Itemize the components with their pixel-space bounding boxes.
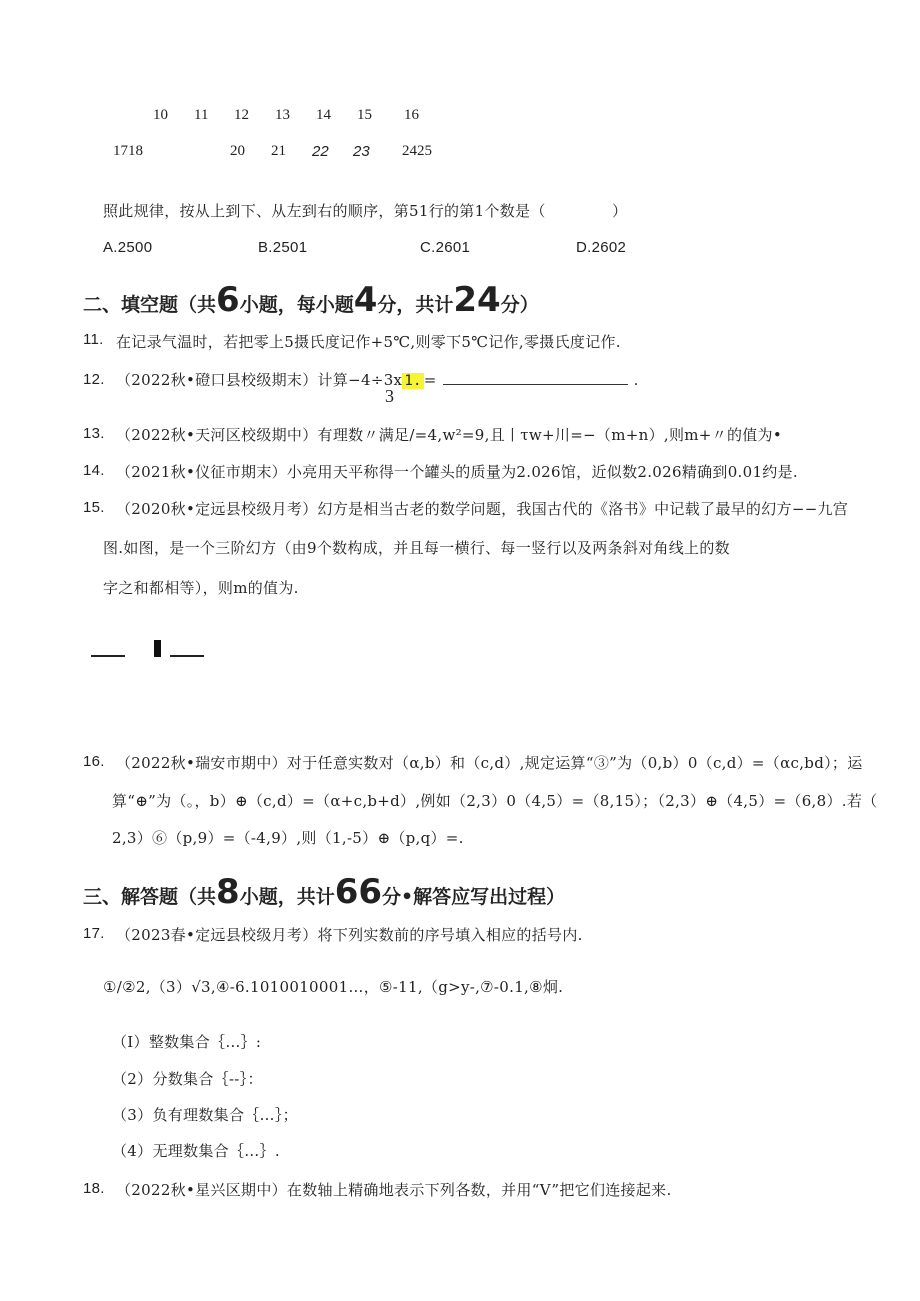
- q12-number: 12.: [83, 371, 105, 388]
- q17-part-1: （I）整数集合｛…｝:: [112, 1033, 262, 1051]
- q17-part-4: （4）无理数集合｛…｝.: [112, 1142, 280, 1160]
- row1-num: 10: [153, 107, 168, 123]
- q17-part-2: （2）分数集合｛--｝：: [112, 1070, 263, 1088]
- q10-option-a: A.2500: [103, 239, 153, 256]
- q15-number: 15.: [83, 499, 105, 516]
- q12-highlight: 1.: [404, 373, 422, 389]
- q14-number: 14.: [83, 462, 105, 479]
- sec2-part: 小题，每小题: [239, 294, 354, 316]
- sec3-count: 8: [216, 872, 240, 912]
- row1-num: 13: [275, 107, 290, 123]
- q16-line-1: （2022秋•瑞安市期中）对于任意实数对（α,b）和（c,d）,规定运算“③”为（0,b）0（c,d）=（αc,bd）；运: [116, 754, 863, 772]
- q12-equals: =: [423, 371, 437, 389]
- q17-part-3: （3）负有理数集合｛…｝；: [112, 1106, 298, 1124]
- row2-num: 20: [230, 143, 245, 159]
- figure-line: [91, 655, 125, 657]
- row2-num: 2425: [402, 143, 432, 159]
- row1-num: 12: [234, 107, 249, 123]
- q16-line-3: 2,3）⑥（p,9）=（-4,9）,则（1,-5）⊕（p,q）=.: [112, 829, 464, 847]
- figure-bar: [154, 640, 161, 657]
- q10-close-paren: ）: [612, 202, 628, 220]
- q15-line-2: 图.如图，是一个三阶幻方（由9个数构成，并且每一横行、每一竖行以及两条斜对角线上的数: [103, 539, 730, 557]
- q12-text: （2022秋•磴口县校级期末）计算−4÷3x: [116, 371, 403, 389]
- q18-text: （2022秋•星兴区期中）在数轴上精确地表示下列各数，并用“V”把它们连接起来.: [116, 1181, 672, 1199]
- q10-option-c: C.2601: [420, 239, 471, 256]
- row2-num: 22: [312, 143, 329, 160]
- q13-number: 13.: [83, 425, 105, 442]
- sec2-part: 二、填空题（共: [83, 294, 217, 316]
- q12-denominator: 3: [385, 386, 394, 406]
- row1-num: 14: [316, 107, 331, 123]
- sec2-points: 4: [353, 280, 378, 320]
- sec3-total: 66: [334, 872, 383, 912]
- sec3-part: 小题，共计: [239, 886, 335, 908]
- q16-number: 16.: [83, 753, 105, 770]
- q10-option-b: B.2501: [258, 239, 308, 256]
- row2-num: 1718: [113, 143, 143, 159]
- q10-question: 照此规律，按从上到下、从左到右的顺序，第51行的第1个数是（: [103, 202, 546, 220]
- q14-text: （2021秋•仪征市期末）小亮用天平称得一个罐头的质量为2.026馆，近似数2.026精确到0.01约是.: [116, 463, 798, 481]
- q10-option-d: D.2602: [576, 239, 627, 256]
- sec2-part: 分）: [500, 294, 539, 316]
- q11-number: 11.: [83, 331, 104, 348]
- q17-number: 17.: [83, 925, 105, 942]
- q16-line-2: 算“⊕”为（。，b）⊕（c,d）=（α+c,b+d）,例如（2,3）0（4,5）=（8,15）；（2,3）⊕（4,5）=（6,8）.若（: [112, 792, 878, 810]
- row1-num: 16: [404, 107, 419, 123]
- sec2-total: 24: [453, 280, 501, 320]
- q12-line: [116, 369, 639, 390]
- section-3-heading: [83, 872, 565, 912]
- q18-number: 18.: [83, 1180, 105, 1197]
- section-2-heading: [83, 280, 539, 320]
- q17-number-list: ①/②2,（3）√3,④-6.1010010001…，⑤-11,（g>y-,⑦-0.1,⑧炯.: [103, 978, 564, 996]
- sec2-count: 6: [216, 280, 240, 320]
- figure-line: [170, 655, 204, 657]
- row1-num: 11: [194, 107, 209, 123]
- sec2-part: 分，共计: [377, 294, 454, 316]
- q15-line-3: 字之和都相等），则m的值为.: [103, 579, 299, 597]
- q17-text: （2023春•定远县校级月考）将下列实数前的序号填入相应的括号内.: [116, 926, 583, 944]
- sec3-part: 分•解答应写出过程）: [382, 886, 566, 908]
- row2-num: 21: [271, 143, 286, 159]
- q11-text: 在记录气温时，若把零上5摄氏度记作+5℃,则零下5℃记作,零摄氏度记作.: [116, 333, 621, 351]
- sec3-part: 三、解答题（共: [83, 886, 217, 908]
- row1-num: 15: [357, 107, 372, 123]
- q13-text: （2022秋•天河区校级期中）有理数〃满足/=4,w²=9,且丨τw+川=−（m+n）,则m+〃的值为•: [116, 426, 782, 444]
- q12-answer-blank[interactable]: [443, 370, 628, 385]
- q12-period: .: [633, 371, 639, 389]
- row2-num: 23: [353, 143, 370, 160]
- q15-line-1: （2020秋•定远县校级月考）幻方是相当古老的数学问题，我国古代的《洛书》中记载了最早的幻方−−九宫: [116, 500, 849, 518]
